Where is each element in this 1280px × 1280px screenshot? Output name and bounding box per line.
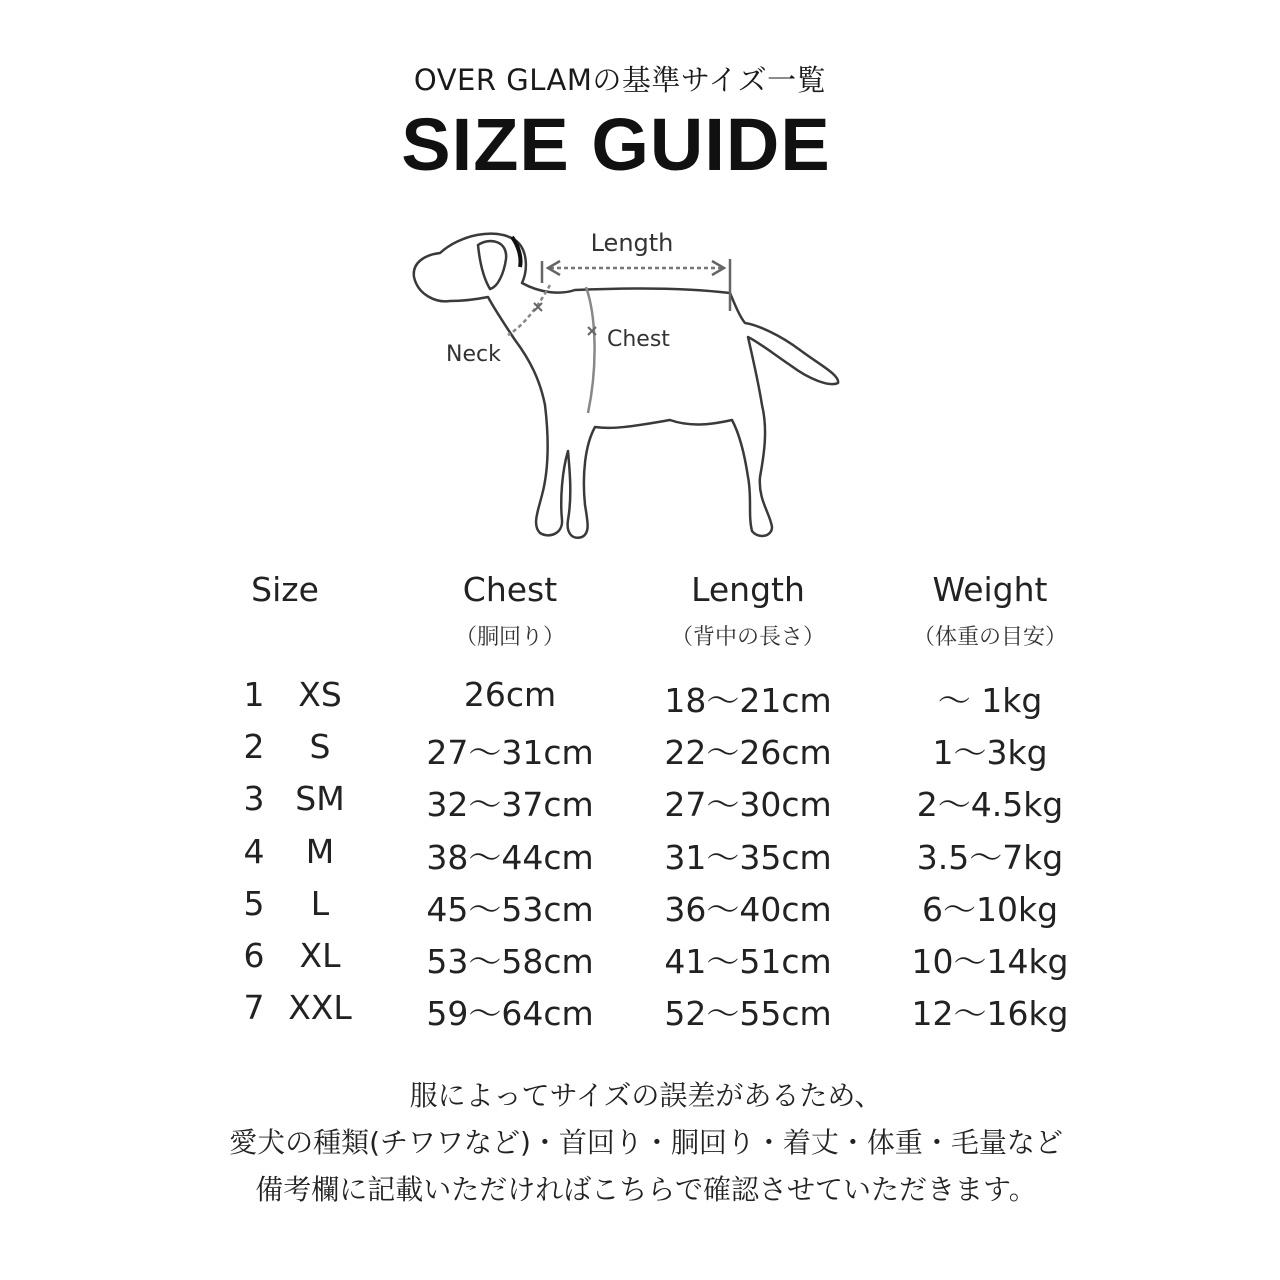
table-row — [0, 936, 1280, 988]
note-line: 備考欄に記載いただければこちらで確認させていただきます。 — [255, 1173, 1037, 1206]
row-chest: 32〜37cm — [426, 785, 594, 824]
row-length: 31〜35cm — [664, 838, 832, 877]
row-chest: 38〜44cm — [426, 838, 594, 877]
dog-outline-icon — [400, 215, 860, 555]
table-row — [0, 727, 1280, 779]
table-row — [0, 832, 1280, 884]
row-number: 5 — [243, 884, 265, 923]
row-number: 3 — [243, 779, 265, 818]
table-row — [0, 779, 1280, 831]
row-size: L — [310, 884, 330, 923]
row-weight: 2〜4.5kg — [916, 785, 1064, 824]
col-subheader-chest: （胴回り） — [454, 625, 565, 650]
row-number: 1 — [243, 675, 265, 714]
collar-mark — [512, 237, 521, 267]
chest-label: Chest — [607, 327, 670, 352]
dog-ear-path — [478, 241, 506, 289]
row-size: SM — [295, 779, 345, 818]
neck-label: Neck — [446, 342, 501, 367]
row-number: 6 — [243, 936, 265, 975]
row-number: 4 — [243, 832, 265, 871]
col-subheader-length: （背中の長さ） — [670, 625, 825, 650]
row-length: 41〜51cm — [664, 942, 832, 981]
row-size: S — [309, 727, 331, 766]
table-row — [0, 884, 1280, 936]
neck-measure-line — [508, 285, 550, 335]
col-subheader-weight: （体重の目安） — [912, 625, 1067, 650]
row-chest: 45〜53cm — [426, 890, 594, 929]
row-length: 22〜26cm — [664, 733, 832, 772]
row-number: 2 — [243, 727, 265, 766]
row-length: 18〜21cm — [664, 681, 832, 720]
size-notes — [0, 1072, 1280, 1213]
table-row — [0, 675, 1280, 727]
row-number: 7 — [243, 988, 265, 1027]
col-header-chest: Chest — [462, 570, 558, 609]
row-size: M — [305, 832, 335, 871]
page-title: SIZE GUIDE — [401, 103, 831, 186]
row-length: 36〜40cm — [664, 890, 832, 929]
row-size: XS — [298, 675, 342, 714]
row-size: XXL — [288, 988, 352, 1027]
row-chest: 59〜64cm — [426, 994, 594, 1033]
row-weight: 6〜10kg — [921, 890, 1059, 929]
col-header-weight: Weight — [932, 570, 1048, 609]
col-header-length: Length — [691, 570, 805, 609]
chest-measure-line — [586, 287, 595, 413]
length-label: Length — [590, 229, 674, 257]
row-chest: 26cm — [463, 675, 557, 714]
row-length: 27〜30cm — [664, 785, 832, 824]
dog-body-path — [414, 234, 838, 538]
row-weight: 〜 1kg — [937, 681, 1043, 720]
page-subtitle: OVER GLAMの基準サイズ一覧 — [413, 63, 827, 97]
row-length: 52〜55cm — [664, 994, 832, 1033]
row-weight: 12〜16kg — [911, 994, 1069, 1033]
dog-measurement-diagram — [400, 215, 860, 555]
note-line: 愛犬の種類(チワワなど)・首回り・胴回り・着丈・体重・毛量など — [229, 1126, 1063, 1159]
col-header-size: Size — [251, 570, 319, 609]
row-chest: 53〜58cm — [426, 942, 594, 981]
row-weight: 1〜3kg — [932, 733, 1048, 772]
note-line: 服によってサイズの誤差があるため、 — [409, 1079, 883, 1112]
table-row — [0, 988, 1280, 1040]
row-weight: 10〜14kg — [911, 942, 1069, 981]
row-chest: 27〜31cm — [426, 733, 594, 772]
row-weight: 3.5〜7kg — [916, 838, 1064, 877]
row-size: XL — [299, 936, 341, 975]
